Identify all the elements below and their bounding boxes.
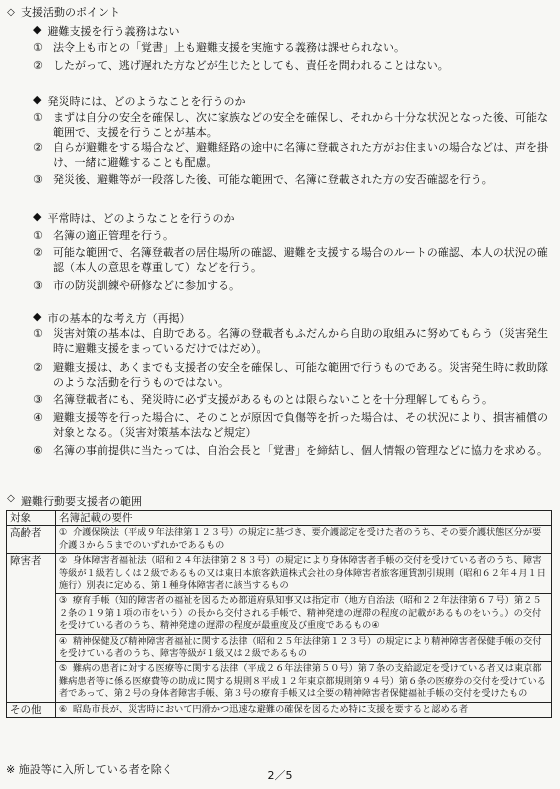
list-item: ④ 避難支援等を行った場合に、そのことが原因で負傷等を折った場合は、その状況により、損害補償の対象となる。（災害対策基本法など規定） [33, 411, 548, 439]
list-item: ③ 市の防災訓練や研修などに参加する。 [33, 279, 240, 292]
list-item: ① 名簿の適正管理を行う。 [33, 229, 174, 242]
target-cell: 障害者 [7, 554, 56, 702]
requirements-table [6, 510, 552, 718]
table-row [7, 526, 552, 554]
list-item: ② 避難支援は、あくまでも支援者の安全を確保し、可能な範囲で行うものである。災害発生時に救助隊のような活動を行うものではない。 [33, 361, 548, 389]
header-target: 対象 [7, 511, 56, 526]
requirement-cell: ② 身体障害者福祉法（昭和２４年法律第２８３号）の規定により身体障害者手帳の交付を受けている者のうち、障害等級が１級若しくは２級であるもの又は東日本旅客鉄道株式会社の身体障害者旅客運賃割引規則（昭和６２年４月１日施行）別表に定める、第１種身体障害者に該当するもの [56, 554, 552, 594]
table-header-row [7, 511, 552, 526]
list-item: ② したがって、逃げ遅れた方などが生じたとしても、責任を問われることはない。 [33, 59, 449, 72]
list-item: ② 可能な範囲で、名簿登載者の居住場所の確認、避難を支援する場合のルートの確認、本人の状況の確認（本人の意思を尊重して）などを行う。 [33, 246, 548, 274]
target-cell: その他 [7, 702, 56, 717]
bullet-heading: ◆ 平常時は、どのようなことを行うのか [33, 210, 235, 225]
filled-diamond-icon: ◆ [33, 310, 42, 323]
filled-diamond-icon: ◆ [33, 210, 42, 223]
section-title-support-points [6, 4, 120, 20]
list-item: ⑥ 名簿の事前提供に当たっては、自治会長と「覚書」を締結し、個人情報の管理などに協力を求める。 [33, 444, 548, 457]
footnote: ※ 施設等に入所している者を除く [6, 763, 173, 776]
section-title-evacuation-range: ◇ 避難行動要支援者の範囲 [7, 493, 142, 508]
bullet-heading: ◆ 発災時には、どのようなことを行うのか [33, 93, 246, 108]
requirement-cell: ③ 療育手帳（知的障害者の福祉を図るため都道府県知事又は指定市（地方自治法（昭和２２年法律第６７号）第２５２条の１９第１項の市をいう）の長から交付される手帳で、精神発達の遅滞の程度の記載があるものをいう。）の交付を受けている者のうち、精神発達の遅滞の程度が最重度及び重度であるもの④ [56, 594, 552, 634]
bullet-heading: ◆ 避難支援を行う義務はない [33, 23, 180, 38]
list-item: ③ 発災後、避難等が一段落した後、可能な範囲で、名簿に登載された方の安否確認を行う。 [33, 173, 493, 186]
table-row [7, 634, 552, 662]
requirement-cell: ⑤ 難病の患者に対する医療等に関する法律（平成２６年法律第５０号）第７条の支給認定を受けている者又は東京都難病患者等に係る医療費等の助成に関する規則８平成１２年東京都規則第９４号）第６条の医療券の交付を受けている者であって、第２号の身体者障害手帳、第３号の療育手帳又は全要の精神障害者保健福祉手帳の交付を受けたもの [56, 662, 552, 702]
requirement-cell: ① 介護保険法（平成９年法律第１２３号）の規定に基づき、要介護認定を受けた者のうち、その要介護状態区分が要介護３から５までのいずれかであるもの [56, 526, 552, 554]
requirement-cell: ⑥ 昭島市長が、災害時において円滑かつ迅速な避難の確保を図るため特に支援を要すると認める者 [56, 702, 552, 717]
diamond-icon: ◇ [7, 6, 15, 18]
bullet-heading: ◆ 市の基本的な考え方（再掲） [33, 310, 191, 325]
table-row [7, 554, 552, 594]
table-row [7, 594, 552, 634]
list-item: ① 法令上も市との「覚書」上も避難支援を実施する義務は課せられない。 [33, 41, 405, 54]
list-item: ① まずは自分の安全を確保し、次に家族などの安全を確保し、それから十分な状況となった後、可能な範囲で、支援を行うことが基本。 [33, 111, 548, 139]
section-title-text: 支援活動のポイント [21, 6, 120, 19]
target-cell: 高齢者 [7, 526, 56, 554]
requirement-cell: ④ 精神保健及び精神障害者福祉に関する法律（昭和２５年法律第１２３号）の規定により精神障害者保健手帳の交付を受けている者のうち、障害等級が１級又は２級であるもの [56, 634, 552, 662]
diamond-icon: ◇ [7, 493, 15, 504]
page-number: 2／5 [267, 769, 293, 782]
table-row [7, 702, 552, 717]
table-row [7, 662, 552, 702]
list-item: ③ 名簿登載者にも、発災時に必ず支援があるものとは限らないことを十分理解してもらう。 [33, 393, 493, 406]
list-item: ① 災害対策の基本は、自助である。名簿の登載者もふだんから自助の取組みに努めてもらう（災害発生時に避難支援をまっているだけではだめ）。 [33, 327, 548, 355]
filled-diamond-icon: ◆ [33, 93, 42, 106]
header-requirements: 名簿記載の要件 [56, 511, 552, 526]
list-item: ② 自らが避難をする場合など、避難経路の途中に名簿に登載された方がお住まいの場合などは、声を掛け、一緒に避難することも配慮。 [33, 141, 548, 169]
filled-diamond-icon: ◆ [33, 23, 42, 36]
